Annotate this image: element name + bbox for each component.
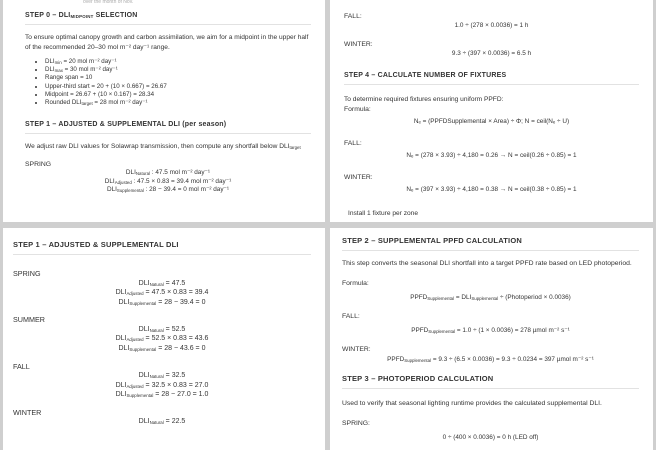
fall-block: [13, 371, 311, 400]
equation-line: $DLI_{Supplemental} = 28 - 43.6 = 0$: [118, 344, 206, 352]
step4-intro: To determine required fixtures ensuring uniform PPFD:: [344, 96, 504, 104]
season-label-summer: SUMMER: [13, 315, 45, 325]
fixture-conclusion: Install 1 fixture per zone: [348, 209, 419, 217]
formula-label: Formula:: [344, 105, 371, 113]
fall-fixtures-equation: Nₑ = (278 × 3.93) ÷ 4,180 = 0.26 → N = ceil(0.26 ÷ 0.85) = 1: [406, 152, 577, 160]
step3-title: STEP 3 – PHOTOPERIOD CALCULATION: [342, 374, 639, 389]
step2-title: STEP 2 – SUPPLEMENTAL PPFD CALCULATION: [342, 236, 639, 251]
list-item: • Range span = 10: [45, 74, 311, 82]
equation-line: $DLI_{Adjusted} = 47.5 \times 0.83 = 39.4$: [115, 289, 209, 297]
ppfd-winter-label: WINTER:: [342, 346, 371, 353]
fall-label: FALL:: [344, 13, 362, 20]
season-label-fall: FALL: [13, 361, 30, 371]
ppfd-formula: $PPFD_{Supplemental} = DLI_{Supplemental}$ ÷ (Photoperiod × 0.0036): [410, 294, 571, 301]
step4-title: STEP 4 – CALCULATE NUMBER OF FIXTURES: [344, 72, 639, 85]
winter-fixtures-equation: Nₑ = (397 × 3.93) ÷ 4,180 = 0.38 → N = ceil(0.38 ÷ 0.85) = 1: [406, 186, 577, 194]
equation-line: $DLI_{Natural} = 52.5$: [138, 325, 186, 333]
fall-equation: 1.0 ÷ (278 × 0.0036) = 1 h: [454, 21, 529, 29]
list-item: • $DLI_{min} = 20$ mol m⁻² day⁻¹: [45, 58, 311, 66]
step0-title: STEP $0 - DLI_{MIDPOINT}$ SELECTION: [25, 12, 311, 25]
equation-line: $DLI_{Supplemental}$ : 28 − 39.4 = 0 mol m⁻² day⁻¹: [106, 186, 230, 194]
equation-line: $DLI_{Adjusted} = 52.5 \times 0.83 = 43.6$: [115, 335, 209, 343]
equation-line: $DLI_{Adjusted}$ : 47.5 × 0.83 = 39.4 mol m⁻² day⁻¹: [104, 177, 232, 185]
step0-intro: To ensure optimal canopy growth and carbon assimilation, we aim for a midpoint in the upper half of the recommended 20–30 mol m⁻² day⁻¹ range.: [25, 34, 309, 51]
fall-fixtures-label: FALL:: [344, 139, 362, 147]
step1-intro: We adjust raw DLI values for Solawrap transmission, then compute any shortfall below $DLI_{target}$: [25, 143, 301, 151]
equation-line: $DLI_{Natural} = 32.5$: [138, 372, 186, 380]
list-item: • Midpoint = 26.67 + (10 × 0.167) = 28.34: [45, 91, 311, 99]
panel-step4-fixtures: [330, 0, 653, 222]
panel-step2-ppfd: [330, 228, 653, 450]
equation-line: $DLI_{Supplemental} = 28 - 27.0 = 1.0$: [115, 391, 209, 399]
equation-line: $DLI_{Natural} = 22.5$: [138, 418, 186, 426]
formula-equation: Nₑ = (PPFDSupplemental × Area) ÷ Φ; N = ceil(Nₑ ÷ U): [413, 118, 570, 126]
equation-line: $DLI_{Natural}$ : 47.5 mol m⁻² day⁻¹: [125, 169, 211, 177]
clipped-text: over the month of Nov.: [83, 0, 134, 5]
list-item: • Upper-third start = 20 + (10 × 0.667) = 26.67: [45, 83, 311, 91]
winter-label: WINTER:: [344, 41, 373, 49]
season-label-winter: WINTER: [13, 407, 42, 417]
equation-line: $DLI_{Adjusted} = 32.5 \times 0.83 = 27.0$: [115, 381, 209, 389]
ppfd-fall-equation: $PPFD_{Supplemental} = 1.0 \div (1 \times 0.0036) = 278$ µmol m⁻² s⁻¹: [411, 327, 570, 334]
panel-step0-selection: [3, 0, 325, 222]
step1-title: STEP 1 – ADJUSTED & SUPPLEMENTAL DLI (per season): [25, 121, 311, 134]
ppfd-fall-label: FALL:: [342, 313, 360, 320]
spring-equations: [25, 169, 311, 195]
step1-seasons-title: STEP 1 – ADJUSTED & SUPPLEMENTAL DLI: [13, 240, 311, 255]
equation-line: $DLI_{Supplemental} = 28 - 39.4 = 0$: [118, 298, 206, 306]
photoperiod-spring-equation: 0 ÷ (400 × 0.0036) = 0 h (LED off): [442, 434, 539, 441]
winter-fixtures-label: WINTER:: [344, 173, 373, 181]
list-item: • $DLI_{max} = 30$ mol m⁻² day⁻¹: [45, 66, 311, 74]
step2-intro: This step converts the seasonal DLI shortfall into a target PPFD rate based on LED photoperiod.: [342, 260, 632, 267]
winter-block: [13, 417, 311, 427]
ppfd-winter-equation: $PPFD_{Supplemental} = 9.3 \div (6.5 \times 0.0036) = 9.3 \div 0.0234 = 397$ µmol m⁻² s⁻¹: [387, 356, 594, 363]
winter-equation: 9.3 ÷ (397 × 0.0036) = 6.5 h: [451, 49, 532, 57]
panel-step1-seasons: [3, 228, 325, 450]
equation-line: $DLI_{Natural} = 47.5$: [138, 279, 186, 287]
photoperiod-spring-label: SPRING:: [342, 420, 370, 427]
season-label-spring: SPRING: [13, 269, 41, 278]
list-item: • Rounded $DLI_{target} = 28$ mol m⁻² day⁻¹: [45, 99, 311, 107]
spring-label: SPRING: [25, 160, 52, 168]
ppfd-formula-label: Formula:: [342, 280, 369, 287]
dli-bullet-list: [25, 58, 311, 107]
spring-block: [13, 279, 311, 308]
summer-block: [13, 325, 311, 354]
step3-intro: Used to verify that seasonal lighting runtime provides the calculated supplemental DLI.: [342, 400, 602, 407]
